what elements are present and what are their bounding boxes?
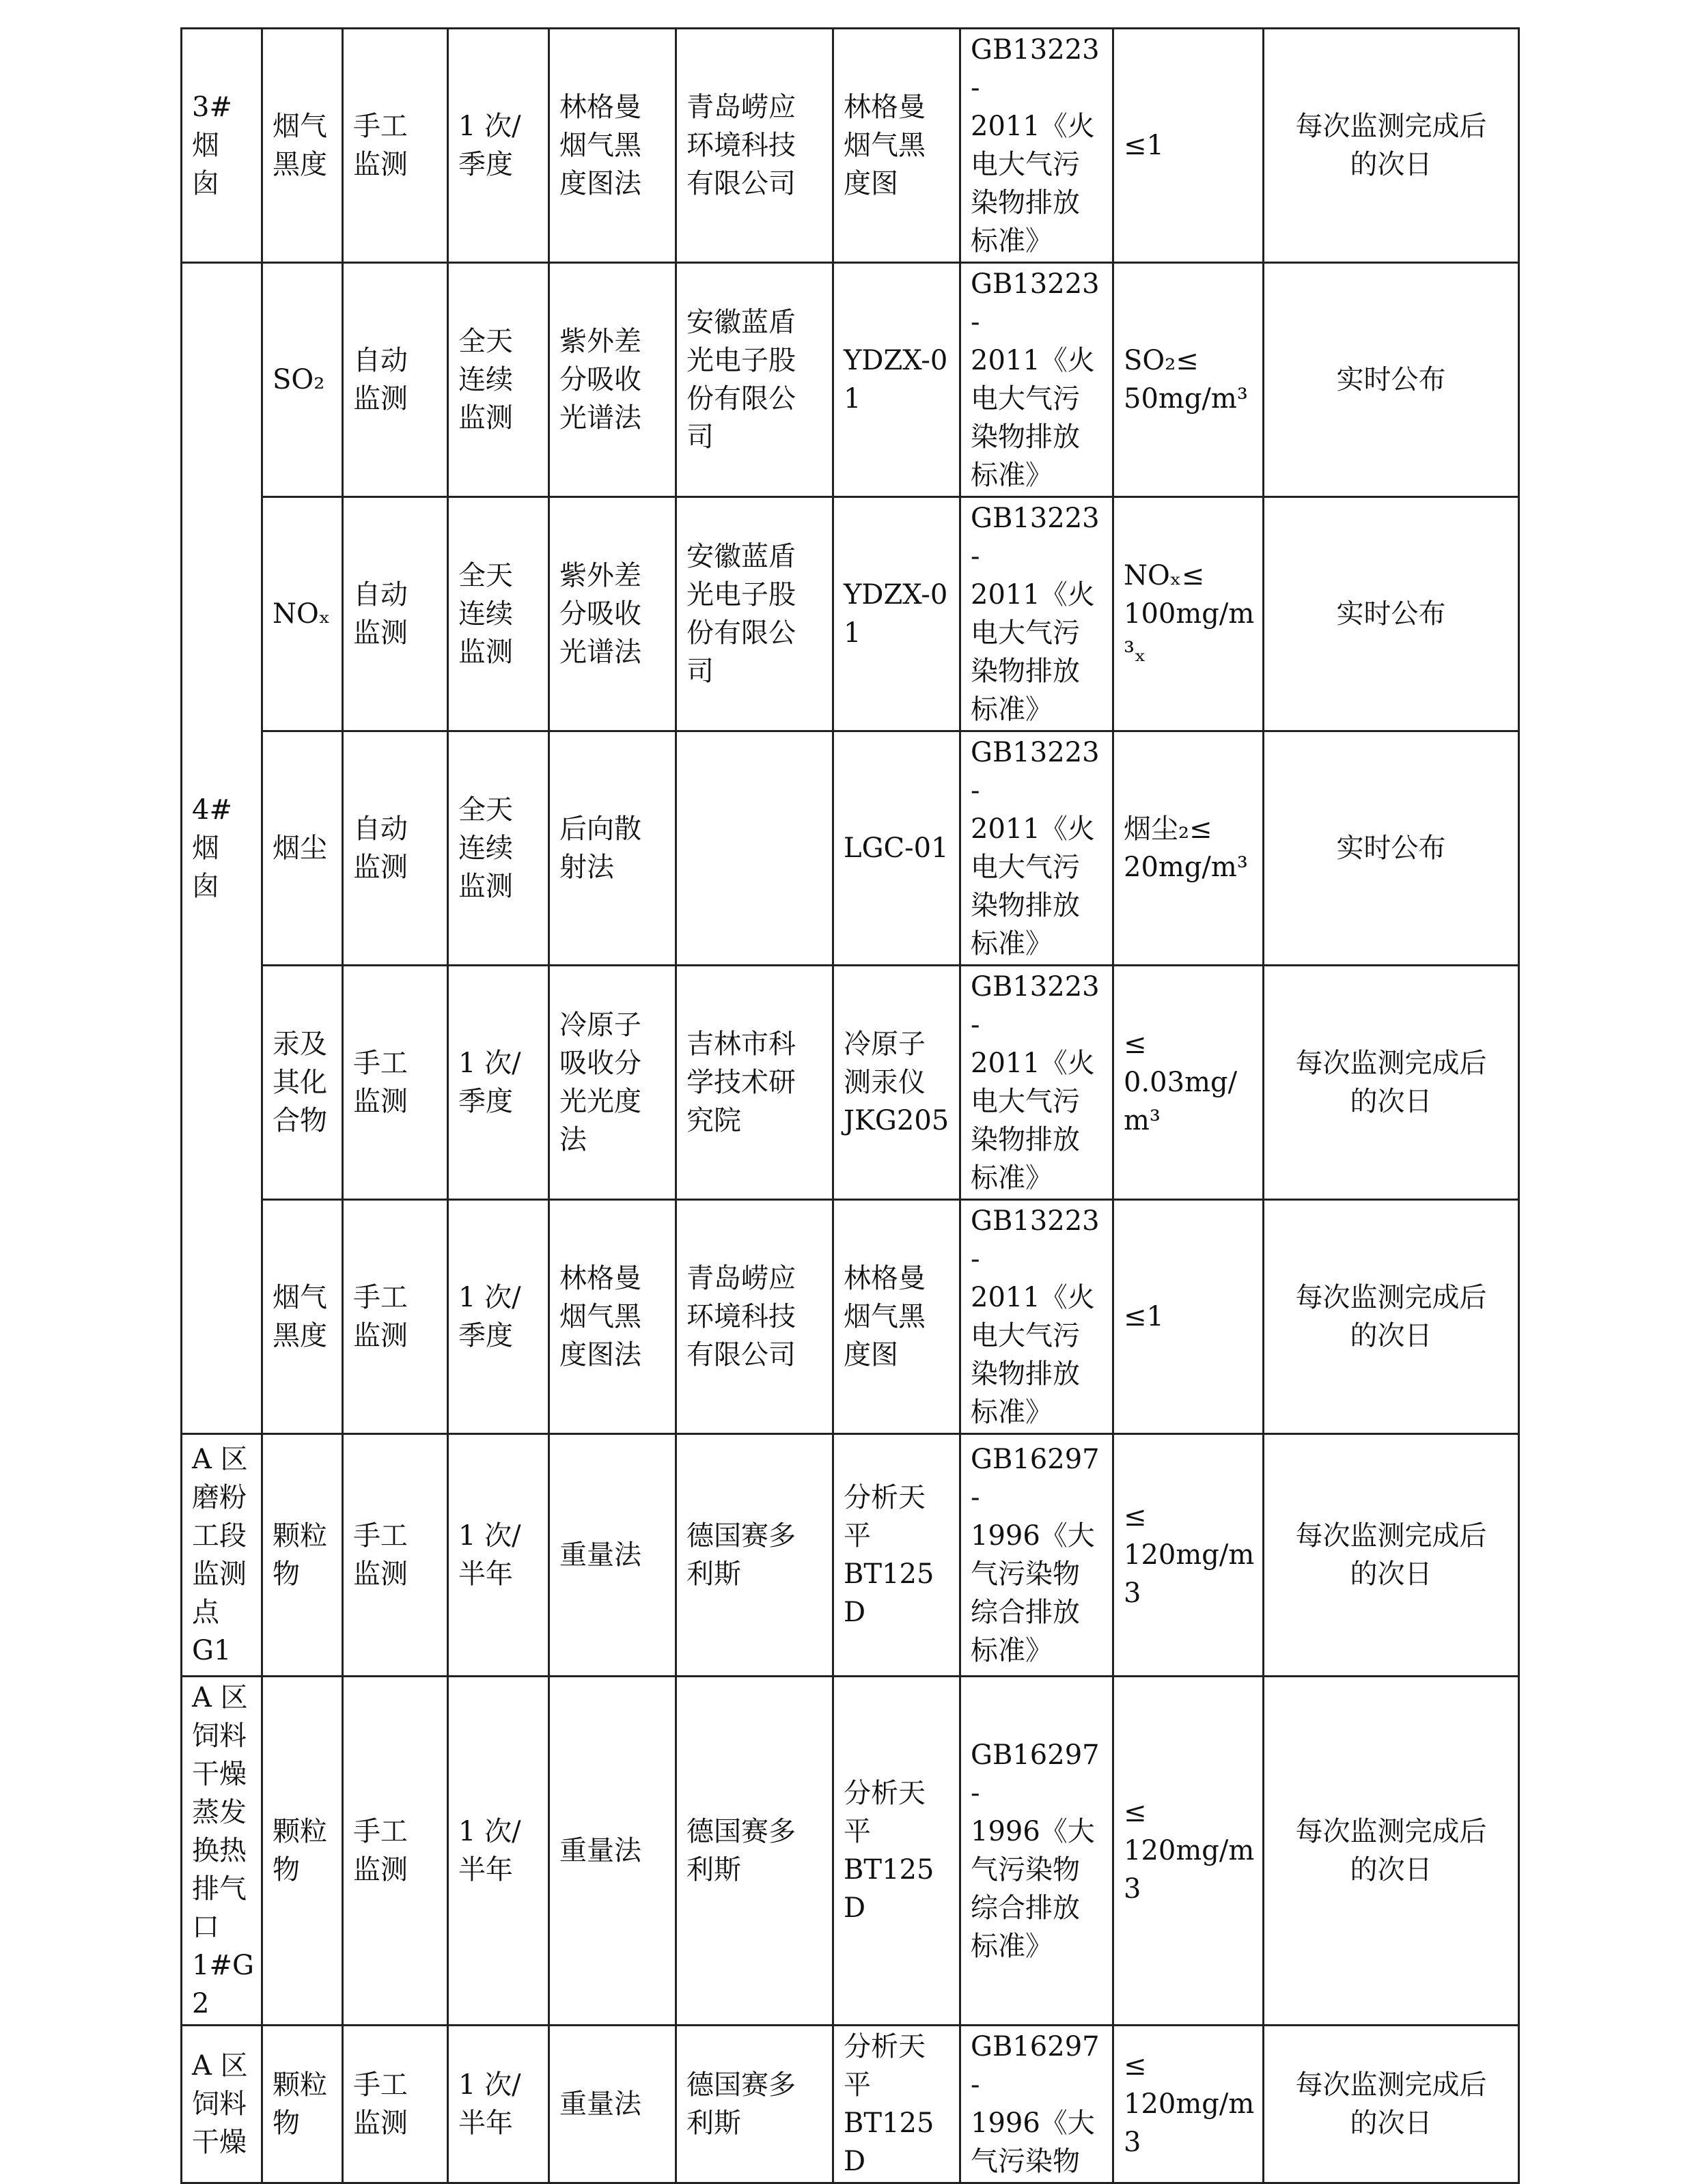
monitoring-mode-cell: 自动 监测 xyxy=(343,263,448,497)
instrument-model-cell: YDZX-01 xyxy=(833,263,960,497)
table-row xyxy=(182,1677,1519,2026)
manufacturer-cell xyxy=(676,731,833,966)
limit-cell: NOₓ≤ 100mg/m³ₓ xyxy=(1113,497,1264,731)
standard-cell: GB16297- 1996《大 气污染物 综合排放 标准》 xyxy=(960,1677,1113,2026)
instrument-model-cell: 分析天 平 BT125D xyxy=(833,1677,960,2026)
instrument-model-cell: 林格曼 烟气黑 度图 xyxy=(833,1200,960,1434)
limit-cell: ≤1 xyxy=(1113,1200,1264,1434)
limit-cell: 烟尘₂≤ 20mg/m³ xyxy=(1113,731,1264,966)
monitoring-table xyxy=(180,27,1520,2184)
manufacturer-cell: 吉林市科 学技术研 究院 xyxy=(676,966,833,1200)
limit-cell: ≤ 120mg/m3 xyxy=(1113,1677,1264,2026)
table-row xyxy=(182,263,1519,497)
instrument-model-cell: YDZX-01 xyxy=(833,497,960,731)
instrument-model-cell: 分析天 平 BT125D xyxy=(833,2026,960,2183)
table-row xyxy=(182,731,1519,966)
monitoring-mode-cell: 自动 监测 xyxy=(343,731,448,966)
method-cell: 冷原子 吸收分 光光度 法 xyxy=(549,966,676,1200)
limit-cell: ≤ 0.03mg/m³ xyxy=(1113,966,1264,1200)
frequency-cell: 1 次/ 半年 xyxy=(448,1434,549,1677)
frequency-cell: 全天 连续 监测 xyxy=(448,731,549,966)
standard-cell: GB13223- 2011《火 电大气污 染物排放 标准》 xyxy=(960,29,1113,263)
monitoring-mode-cell: 手工 监测 xyxy=(343,1434,448,1677)
frequency-cell: 1 次/ 季度 xyxy=(448,29,549,263)
standard-cell: GB13223- 2011《火 电大气污 染物排放 标准》 xyxy=(960,731,1113,966)
standard-cell: GB13223- 2011《火 电大气污 染物排放 标准》 xyxy=(960,966,1113,1200)
instrument-model-cell: 冷原子 测汞仪 JKG205 xyxy=(833,966,960,1200)
pollutant-cell: 颗粒 物 xyxy=(262,1434,343,1677)
method-cell: 林格曼 烟气黑 度图法 xyxy=(549,29,676,263)
standard-cell: GB13223- 2011《火 电大气污 染物排放 标准》 xyxy=(960,497,1113,731)
manufacturer-cell: 安徽蓝盾 光电子股 份有限公 司 xyxy=(676,263,833,497)
method-cell: 重量法 xyxy=(549,1434,676,1677)
instrument-model-cell: 分析天 平 BT125D xyxy=(833,1434,960,1677)
standard-cell: GB16297- 1996《大 气污染物 xyxy=(960,2026,1113,2183)
table-row xyxy=(182,1200,1519,1434)
publish-time-cell: 每次监测完成后 的次日 xyxy=(1264,29,1519,263)
monitoring-point-cell: A 区 饲料 干燥 蒸发 换热 排气 口 1#G2 xyxy=(182,1677,262,2026)
publish-time-cell: 每次监测完成后 的次日 xyxy=(1264,1200,1519,1434)
frequency-cell: 1 次/ 半年 xyxy=(448,2026,549,2183)
pollutant-cell: 烟气 黑度 xyxy=(262,29,343,263)
pollutant-cell: 颗粒 物 xyxy=(262,2026,343,2183)
manufacturer-cell: 德国赛多 利斯 xyxy=(676,2026,833,2183)
method-cell: 紫外差 分吸收 光谱法 xyxy=(549,497,676,731)
standard-cell: GB16297- 1996《大 气污染物 综合排放 标准》 xyxy=(960,1434,1113,1677)
publish-time-cell: 每次监测完成后 的次日 xyxy=(1264,1434,1519,1677)
limit-cell: ≤ 120mg/m3 xyxy=(1113,1434,1264,1677)
limit-cell: ≤1 xyxy=(1113,29,1264,263)
publish-time-cell: 每次监测完成后 的次日 xyxy=(1264,2026,1519,2183)
monitoring-mode-cell: 手工 监测 xyxy=(343,1677,448,2026)
publish-time-cell: 每次监测完成后 的次日 xyxy=(1264,1677,1519,2026)
pollutant-cell: 颗粒 物 xyxy=(262,1677,343,2026)
limit-cell: SO₂≤ 50mg/m³ xyxy=(1113,263,1264,497)
monitoring-point-cell: 4#烟 囱 xyxy=(182,263,262,1434)
monitoring-point-cell: 3#烟 囱 xyxy=(182,29,262,263)
table-row xyxy=(182,29,1519,263)
method-cell: 林格曼 烟气黑 度图法 xyxy=(549,1200,676,1434)
frequency-cell: 全天 连续 监测 xyxy=(448,497,549,731)
monitoring-point-cell: A 区 磨粉 工段 监测 点 G1 xyxy=(182,1434,262,1677)
manufacturer-cell: 德国赛多 利斯 xyxy=(676,1677,833,2026)
manufacturer-cell: 安徽蓝盾 光电子股 份有限公 司 xyxy=(676,497,833,731)
monitoring-point-cell: A 区 饲料 干燥 xyxy=(182,2026,262,2183)
monitoring-mode-cell: 手工 监测 xyxy=(343,1200,448,1434)
frequency-cell: 全天 连续 监测 xyxy=(448,263,549,497)
limit-cell: ≤ 120mg/m3 xyxy=(1113,2026,1264,2183)
publish-time-cell: 实时公布 xyxy=(1264,263,1519,497)
manufacturer-cell: 青岛崂应 环境科技 有限公司 xyxy=(676,1200,833,1434)
table-row xyxy=(182,497,1519,731)
standard-cell: GB13223- 2011《火 电大气污 染物排放 标准》 xyxy=(960,263,1113,497)
frequency-cell: 1 次/ 半年 xyxy=(448,1677,549,2026)
instrument-model-cell: LGC-01 xyxy=(833,731,960,966)
monitoring-mode-cell: 手工 监测 xyxy=(343,966,448,1200)
pollutant-cell: NOₓ xyxy=(262,497,343,731)
table-row xyxy=(182,966,1519,1200)
publish-time-cell: 实时公布 xyxy=(1264,497,1519,731)
publish-time-cell: 实时公布 xyxy=(1264,731,1519,966)
method-cell: 紫外差 分吸收 光谱法 xyxy=(549,263,676,497)
pollutant-cell: 烟尘 xyxy=(262,731,343,966)
monitoring-mode-cell: 手工 监测 xyxy=(343,2026,448,2183)
table-row xyxy=(182,2026,1519,2183)
instrument-model-cell: 林格曼 烟气黑 度图 xyxy=(833,29,960,263)
monitoring-mode-cell: 手工 监测 xyxy=(343,29,448,263)
pollutant-cell: 烟气 黑度 xyxy=(262,1200,343,1434)
method-cell: 重量法 xyxy=(549,1677,676,2026)
frequency-cell: 1 次/ 季度 xyxy=(448,1200,549,1434)
pollutant-cell: SO₂ xyxy=(262,263,343,497)
publish-time-cell: 每次监测完成后 的次日 xyxy=(1264,966,1519,1200)
manufacturer-cell: 德国赛多 利斯 xyxy=(676,1434,833,1677)
manufacturer-cell: 青岛崂应 环境科技 有限公司 xyxy=(676,29,833,263)
pollutant-cell: 汞及 其化 合物 xyxy=(262,966,343,1200)
frequency-cell: 1 次/ 季度 xyxy=(448,966,549,1200)
method-cell: 重量法 xyxy=(549,2026,676,2183)
standard-cell: GB13223- 2011《火 电大气污 染物排放 标准》 xyxy=(960,1200,1113,1434)
method-cell: 后向散 射法 xyxy=(549,731,676,966)
table-row xyxy=(182,1434,1519,1677)
monitoring-mode-cell: 自动 监测 xyxy=(343,497,448,731)
